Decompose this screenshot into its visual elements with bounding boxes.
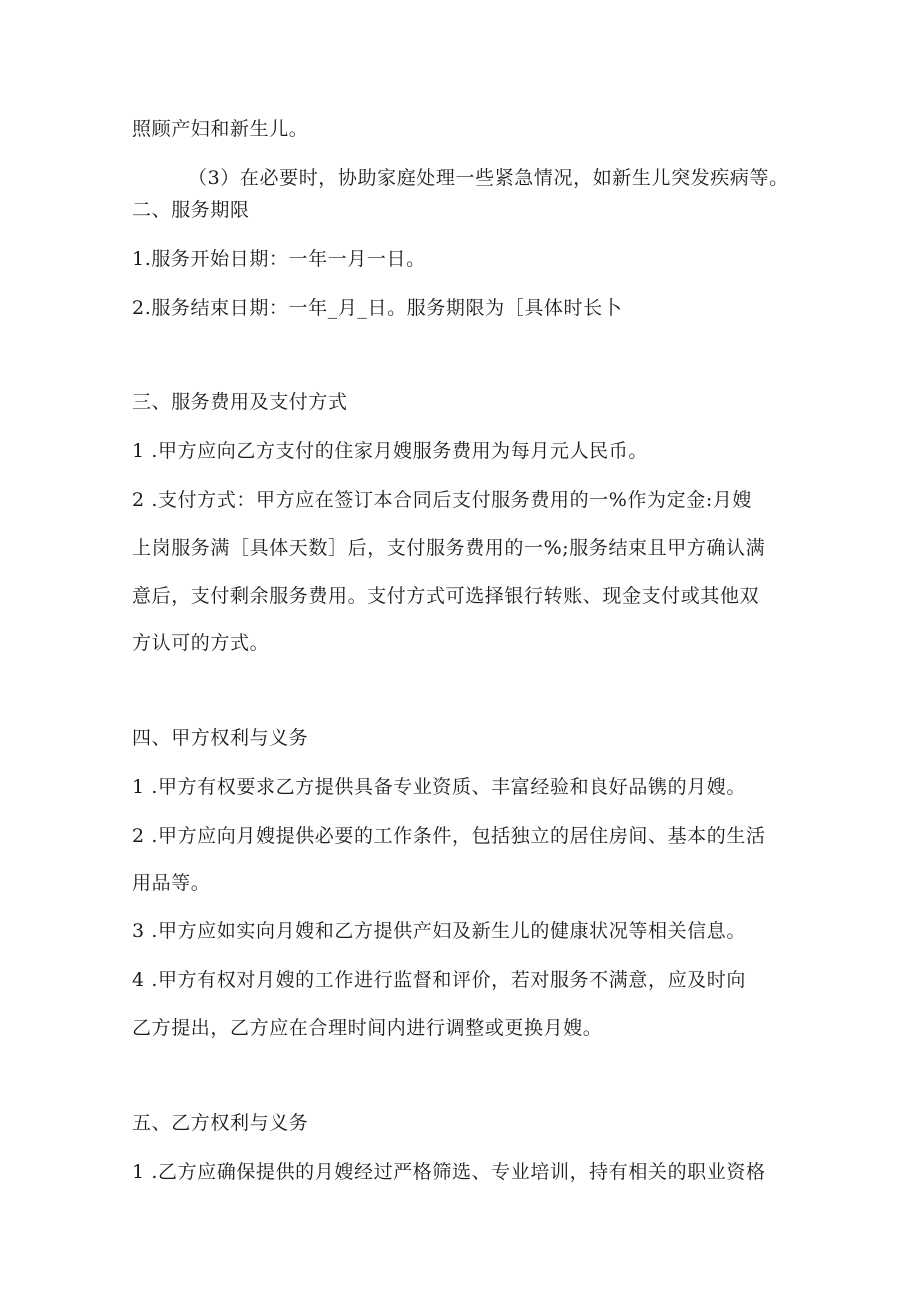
paragraph-line: 2 .支付方式：甲方应在签订本合同后支付服务费用的一%作为定金:月嫂: [132, 489, 753, 511]
section-heading: 三、服务费用及支付方式: [132, 391, 348, 413]
paragraph-line: 意后，支付剩余服务费用。支付方式可选择银行转账、现金支付或其他双: [132, 585, 760, 607]
paragraph-line: 1 .甲方有权要求乙方提供具备专业资质、丰富经验和良好品镌的月嫂。: [132, 776, 746, 798]
paragraph-line: 4 .甲方有权对月嫂的工作进行监督和评价，若对服务不满意，应及时向: [132, 969, 746, 991]
section-heading: 二、服务期限: [132, 199, 250, 221]
paragraph-line: 2 .甲方应向月嫂提供必要的工作条件，包括独立的居住房间、基本的生活: [132, 825, 766, 847]
paragraph-line: 2.服务结束日期：一年_月_日。服务期限为［具体时长卜: [132, 297, 623, 319]
paragraph-line: 照顾产妇和新生儿。: [132, 118, 309, 140]
paragraph-line: 1.服务开始日期：一年一月一日。: [132, 248, 426, 270]
paragraph-line: 乙方提出，乙方应在合理时间内进行调整或更换月嫂。: [132, 1017, 603, 1039]
paragraph-line: 上岗服务满［具体天数］后，支付服务费用的一%;服务结束且甲方确认满: [132, 537, 766, 559]
paragraph-line: 1 .乙方应确保提供的月嫂经过严格筛选、专业培训，持有相关的职业资格: [132, 1161, 766, 1183]
paragraph-line: 1 .甲方应向乙方支付的住家月嫂服务费用为每月元人民币。: [132, 440, 648, 462]
paragraph-line: （3）在必要时，协助家庭处理一些紧急情况，如新生儿突发疾病等。: [188, 167, 789, 189]
paragraph-line: 用品等。: [132, 872, 211, 894]
section-heading: 四、甲方权利与义务: [132, 727, 309, 749]
section-heading: 五、乙方权利与义务: [132, 1112, 309, 1134]
paragraph-line: 方认可的方式。: [132, 632, 270, 654]
paragraph-line: 3 .甲方应如实向月嫂和乙方提供产妇及新生儿的健康状况等相关信息。: [132, 920, 746, 942]
